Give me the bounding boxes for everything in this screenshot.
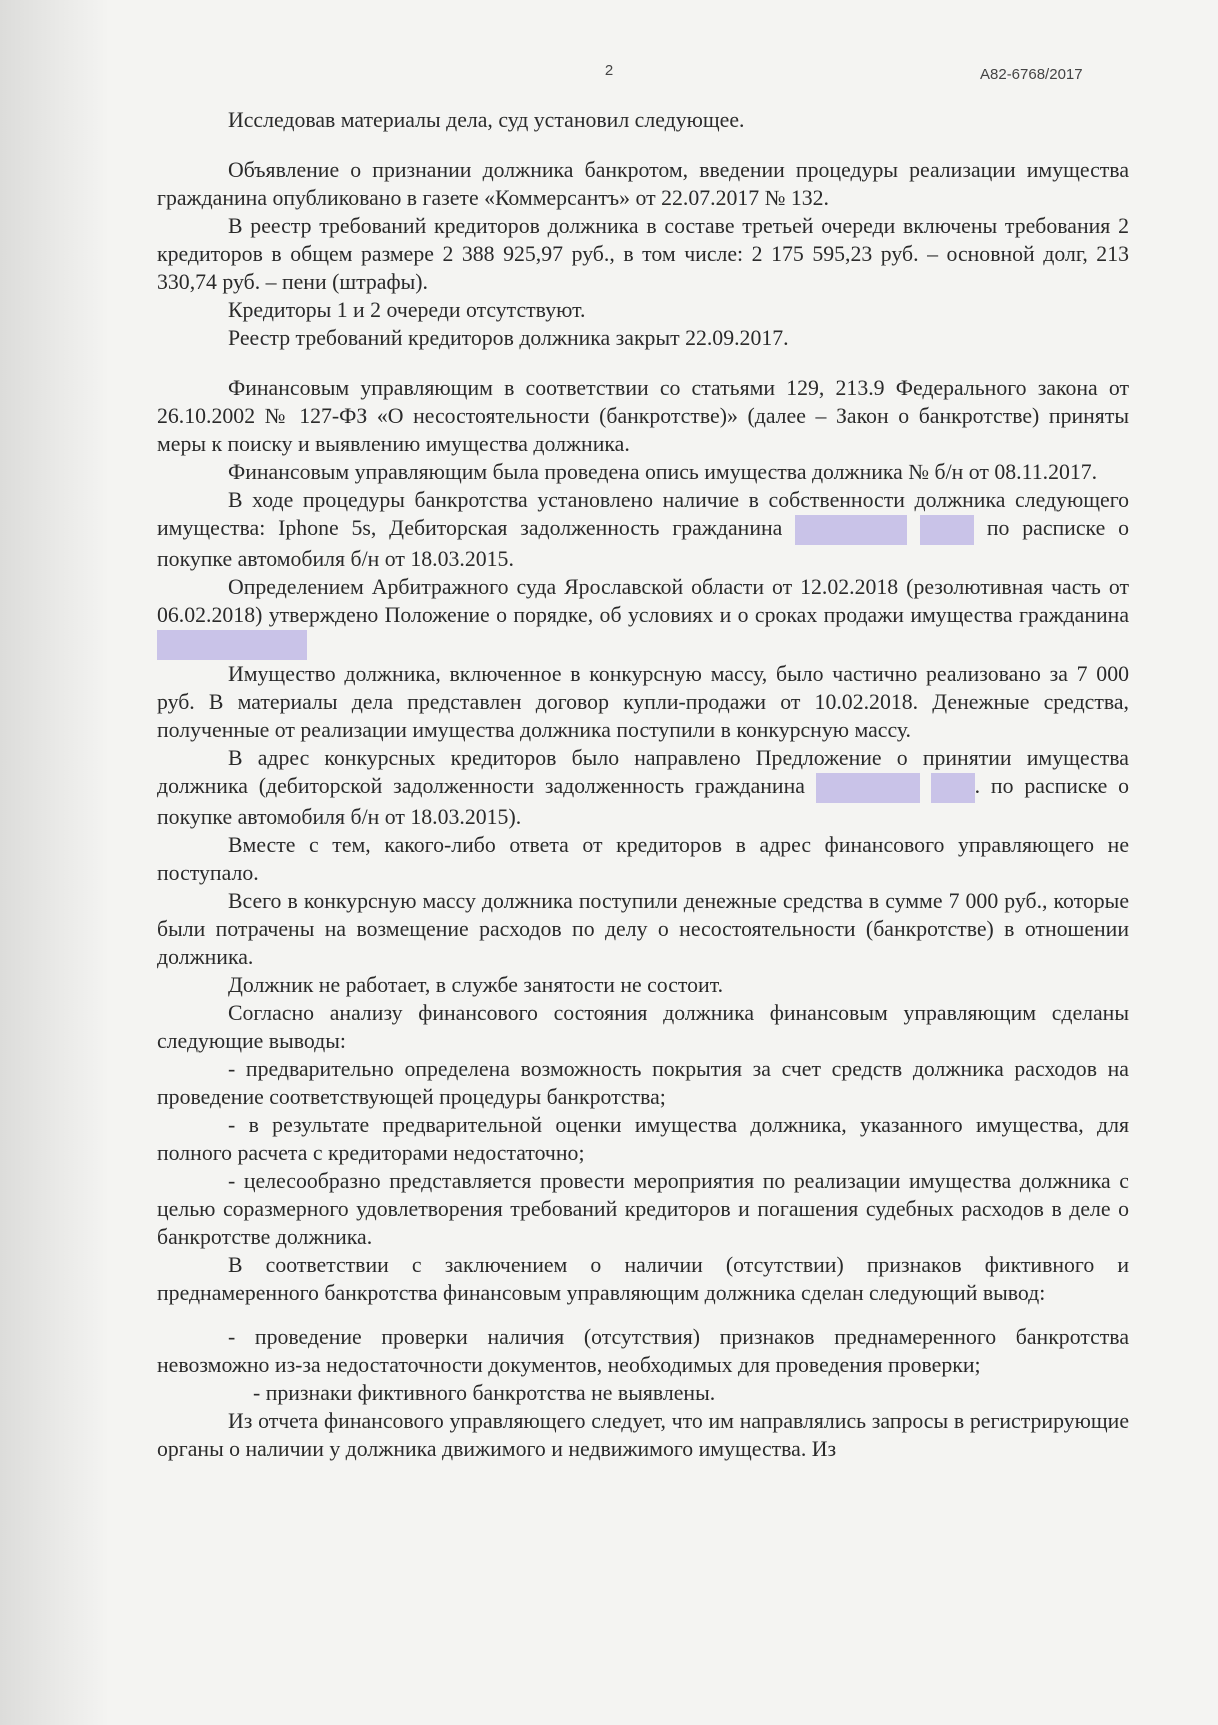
paragraph: Вместе с тем, какого-либо ответа от кредиторов в адрес финансового управляющего не поступало. [157, 833, 1129, 885]
paragraph [157, 744, 1129, 831]
paragraph: Из отчета финансового управляющего следует, что им направлялись запросы в регистрирующие органы о наличии у должника движимого и недвижимого имущества. Из [157, 1409, 1129, 1461]
page-number: 2 [604, 62, 614, 79]
paragraph: В реестр требований кредиторов должника в составе третьей очереди включены требования 2 кредиторов в общем размере 2 388 925,97 руб., в том числе: 2 175 595,23 руб. – основной долг, 213 330,74 руб. – пени (штрафы). [157, 214, 1129, 294]
paragraph: В соответствии с заключением о наличии (отсутствии) признаков фиктивного и преднамеренного банкротства финансовым управляющим должника сделан следующий вывод: [157, 1253, 1129, 1305]
paragraph: Финансовым управляющим была проведена опись имущества должника № б/н от 08.11.2017. [228, 460, 1098, 484]
redaction-block [816, 773, 920, 803]
paragraph [157, 573, 1129, 660]
redaction-block [157, 630, 307, 660]
paragraph-text: Определением Арбитражного суда Ярославской области от 12.02.2018 (резолютивная часть от 06.02.2018) утверждено Положение о порядке, об условиях и о сроках продажи имущества гражданина [157, 575, 1129, 627]
paragraph: Реестр требований кредиторов должника закрыт 22.09.2017. [228, 326, 789, 350]
paragraph: Всего в конкурсную массу должника поступили денежные средства в сумме 7 000 руб., которые были потрачены на возмещение расходов по делу о несостоятельности (банкротстве) в отношении должника. [157, 889, 1129, 969]
paragraph: Имущество должника, включенное в конкурсную массу, было частично реализовано за 7 000 руб. В материалы дела представлен договор купли-продажи от 10.02.2018. Денежные средства, полученные от реализации имущества должника поступили в конкурсную массу. [157, 662, 1129, 742]
paragraph: - целесообразно представляется провести мероприятия по реализации имущества должника с целью соразмерного удовлетворения требований кредиторов и погашения судебных расходов в деле о банкротстве должника. [157, 1169, 1129, 1249]
paragraph: - признаки фиктивного банкротства не выявлены. [253, 1381, 716, 1405]
document-body [157, 106, 1129, 1463]
paragraph: Объявление о признании должника банкротом, введении процедуры реализации имущества гражданина опубликовано в газете «Коммерсантъ» от 22.07.2017 № 132. [157, 158, 1129, 210]
scan-shadow [0, 0, 110, 1725]
case-number: А82-6768/2017 [980, 66, 1083, 83]
paragraph: Исследовав материалы дела, суд установил следующее. [228, 108, 745, 132]
paragraph: - предварительно определена возможность покрытия за счет средств должника расходов на проведение соответствующей процедуры банкротства; [157, 1057, 1129, 1109]
paragraph-text: . по расписке о покупке автомобиля б/н от 18.03.2015). [157, 774, 1130, 829]
paragraph: - проведение проверки наличия (отсутствия) признаков преднамеренного банкротства невозможно из-за недостаточности документов, необходимых для проведения проверки; [157, 1325, 1129, 1377]
paragraph-text: В ходе процедуры банкротства установлено наличие в собственности должника следующего имущества: Iphone 5s, Дебиторская задолженность гражданина [157, 488, 1129, 540]
paragraph: Согласно анализу финансового состояния должника финансовым управляющим сделаны следующие выводы: [157, 1001, 1129, 1053]
redaction-block [931, 773, 975, 803]
paragraph: Финансовым управляющим в соответствии со статьями 129, 213.9 Федерального закона от 26.10.2002 № 127-ФЗ «О несостоятельности (банкротстве)» (далее – Закон о банкротстве) приняты меры к поиску и выявлению имущества должника. [157, 376, 1129, 456]
paragraph-text: по расписке о покупке автомобиля б/н от 18.03.2015. [157, 516, 1129, 571]
paragraph: - в результате предварительной оценки имущества должника, указанного имущества, для полного расчета с кредиторами недостаточно; [157, 1113, 1129, 1165]
paragraph: Кредиторы 1 и 2 очереди отсутствуют. [228, 298, 586, 322]
paragraph [157, 486, 1129, 573]
paragraph: Должник не работает, в службе занятости не состоит. [228, 973, 724, 997]
redaction-block [795, 515, 907, 545]
paragraph-text: В адрес конкурсных кредиторов было направлено Предложение о принятии имущества должника (дебиторской задолженности задолженность гражданина [157, 746, 1129, 798]
redaction-block [920, 515, 974, 545]
